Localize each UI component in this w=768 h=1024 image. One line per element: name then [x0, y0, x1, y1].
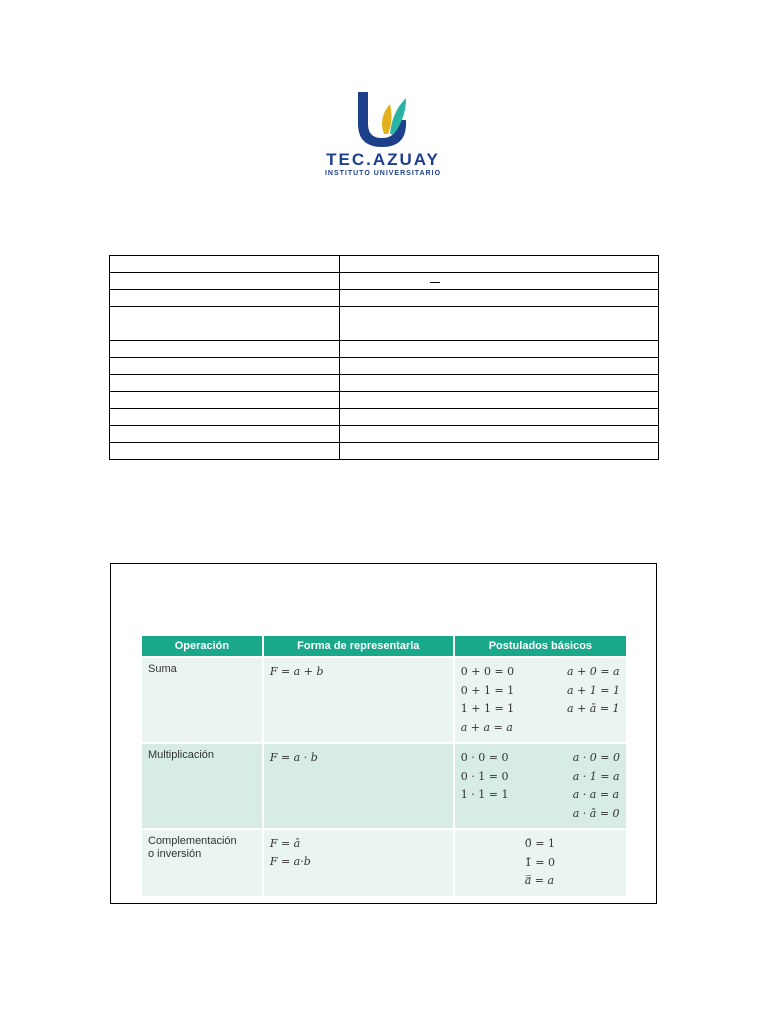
- boolean-operations-table: [142, 636, 626, 896]
- postulate: a · 0 = 0: [572, 751, 620, 764]
- form-expression: F = a · b: [269, 751, 318, 764]
- postulate: 1 + 1 = 1: [460, 702, 515, 715]
- postulate: a + 1 = 1: [567, 683, 620, 697]
- postulate: a · a = a: [572, 788, 620, 801]
- table-row: [142, 828, 626, 896]
- table-cell: [110, 341, 340, 358]
- overbar-mark: [430, 282, 440, 283]
- operation-cell: [142, 656, 264, 742]
- table-row: [110, 443, 659, 460]
- postulate: a · 1 = a: [572, 769, 620, 783]
- postulate: a · ā = 0: [572, 806, 620, 820]
- form-cell: [264, 742, 455, 828]
- table-row: [142, 656, 626, 742]
- form-cell: [264, 656, 455, 742]
- table-cell: [340, 409, 659, 426]
- table-row: [110, 273, 659, 290]
- postulates-cell: [455, 828, 626, 896]
- table-header-row: [142, 636, 626, 656]
- table-cell: [340, 256, 659, 273]
- operation-cell: [142, 742, 264, 828]
- table-row: [110, 358, 659, 375]
- table-cell: [340, 341, 659, 358]
- table-cell: [110, 409, 340, 426]
- table-cell: [110, 290, 340, 307]
- header-postulates: Postulados básicos: [455, 636, 626, 656]
- table-cell: [110, 392, 340, 409]
- table-cell: [110, 426, 340, 443]
- table-cell: [110, 375, 340, 392]
- operation-label: Complementación: [148, 835, 237, 847]
- form-expression: F = ā: [269, 837, 301, 850]
- table-cell: [110, 307, 340, 341]
- postulates-cell: [455, 742, 626, 828]
- table-row: [110, 426, 659, 443]
- form-expression: [270, 853, 447, 871]
- operation-label-line2: o inversión: [148, 848, 202, 860]
- empty-data-table: [109, 255, 659, 460]
- postulate: a + a = a: [460, 720, 513, 734]
- table-row: [110, 290, 659, 307]
- table-cell: [340, 392, 659, 409]
- postulate: 0 + 0 = 0: [460, 665, 515, 678]
- table-cell: [110, 273, 340, 290]
- operation-label: Suma: [148, 663, 177, 675]
- postulate: 0 · 0 = 0: [460, 751, 509, 764]
- postulate: 0 + 1 = 1: [460, 683, 515, 697]
- logo-name: TEC.AZUAY: [326, 150, 440, 169]
- logo-emblem-icon: [354, 90, 412, 148]
- table-row: [110, 409, 659, 426]
- table-row: [110, 307, 659, 341]
- table-row: [110, 392, 659, 409]
- table-row: [110, 341, 659, 358]
- table-row: [110, 375, 659, 392]
- header-form: Forma de representarla: [264, 636, 455, 656]
- postulates-cell: [455, 656, 626, 742]
- logo-subtitle: INSTITUTO UNIVERSITARIO: [324, 170, 442, 177]
- institution-logo: [318, 90, 448, 180]
- table-row: [110, 256, 659, 273]
- postulate: a + ā = 1: [567, 702, 620, 715]
- postulate: 1̄ = 0: [524, 855, 555, 869]
- table-cell: [340, 273, 659, 290]
- postulate: a̿ = a: [524, 874, 555, 887]
- form-cell: [264, 828, 455, 896]
- table-cell: [340, 443, 659, 460]
- postulate: a + 0 = a: [567, 665, 620, 678]
- table-cell: [340, 426, 659, 443]
- table-cell: [340, 375, 659, 392]
- postulate: 1 · 1 = 1: [460, 788, 509, 801]
- form-expression-text: F = a·b: [269, 855, 311, 868]
- operation-label: Multiplicación: [148, 749, 215, 761]
- table-row: [142, 742, 626, 828]
- operation-cell: [142, 828, 264, 896]
- table-cell: [340, 307, 659, 341]
- table-cell: [340, 290, 659, 307]
- form-expression: F = a + b: [269, 665, 324, 678]
- postulate: 0̄ = 1: [524, 837, 555, 850]
- table-cell: [340, 358, 659, 375]
- table-cell: [110, 443, 340, 460]
- table-cell: [110, 358, 340, 375]
- table-cell: [110, 256, 340, 273]
- postulate: 0 · 1 = 0: [460, 769, 509, 783]
- header-operation: Operación: [142, 636, 264, 656]
